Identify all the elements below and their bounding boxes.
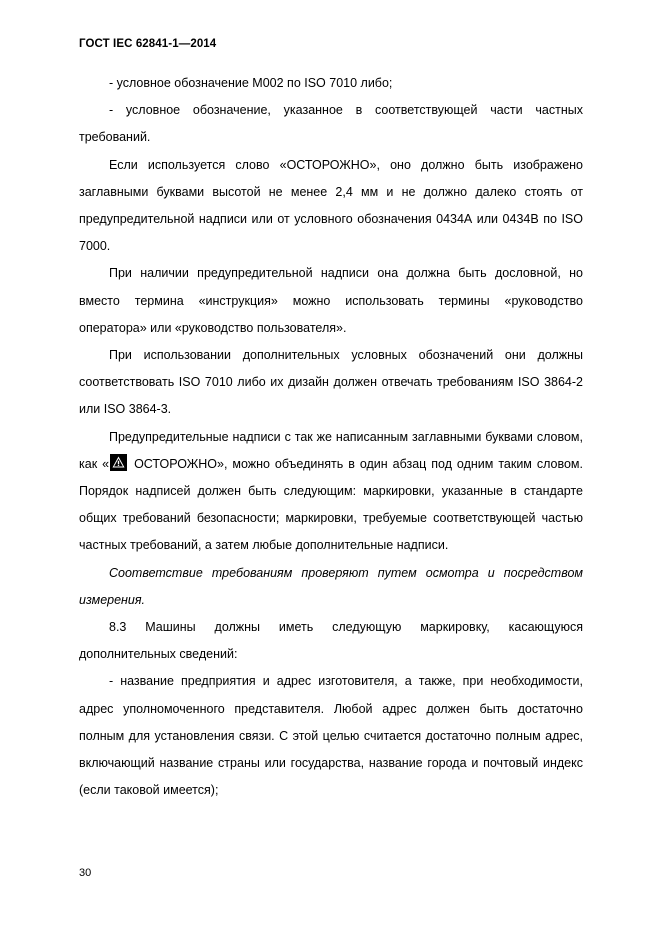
paragraph-list-item-specific-part: - условное обозначение, указанное в соответствующей части частных требований. xyxy=(79,103,583,145)
paragraph-list-item-m002: - условное обозначение М002 по ISO 7010 либо; xyxy=(109,76,393,90)
paragraph-warning-combination xyxy=(79,424,583,560)
warning-paragraph-before: Предупредительные надписи с так же написанным заглавными буквами словом, как « xyxy=(79,429,583,471)
paragraph-manufacturer-address: - название предприятия и адрес изготовителя, а также, при необходимости, адрес уполномоченного представителя. Любой адрес должен быть достаточно полным для установления связи. С этой целью считается достаточно полным адрес, включающий название страны или государства, название города и почтовый индекс (если таковой имеется); xyxy=(79,674,583,798)
page-number: 30 xyxy=(79,867,92,879)
paragraph-caution-word: Если используется слово «ОСТОРОЖНО», оно должно быть изображено заглавными буквами высотой не менее 2,4 мм и не должно далеко стоять от предупредительной надписи или от условного обозначения 0434А или 0434В по ISO 7000. xyxy=(79,157,583,254)
paragraph-warning-text: При наличии предупредительной надписи она должна быть дословной, но вместо термина «инструкция» можно использовать термины «руководство оператора» или «руководство пользователя». xyxy=(79,266,583,335)
paragraph-additional-symbols: При использовании дополнительных условных обозначений они должны соответствовать ISO 7010 либо их дизайн должен отвечать требованиям ISO 3864-2 или ISO 3864-3. xyxy=(79,348,583,417)
warning-triangle-icon xyxy=(110,454,127,471)
document-header: ГОСТ IEC 62841-1—2014 xyxy=(79,38,217,50)
warning-paragraph-after: ОСТОРОЖНО», можно объединять в один абзац под одним таким словом. Порядок надписей должен быть следующим: маркировки, указанные в стандарте общих требований безопасности; маркировки, требуемые соответствующей частью частных требований, а затем любые дополнительные надписи. xyxy=(79,456,583,553)
paragraph-section-8-3: 8.3 Машины должны иметь следующую маркировку, касающуюся дополнительных сведений: xyxy=(79,620,583,662)
document-body xyxy=(79,70,583,804)
paragraph-compliance-check: Соответствие требованиям проверяют путем осмотра и посредством измерения. xyxy=(79,565,583,607)
